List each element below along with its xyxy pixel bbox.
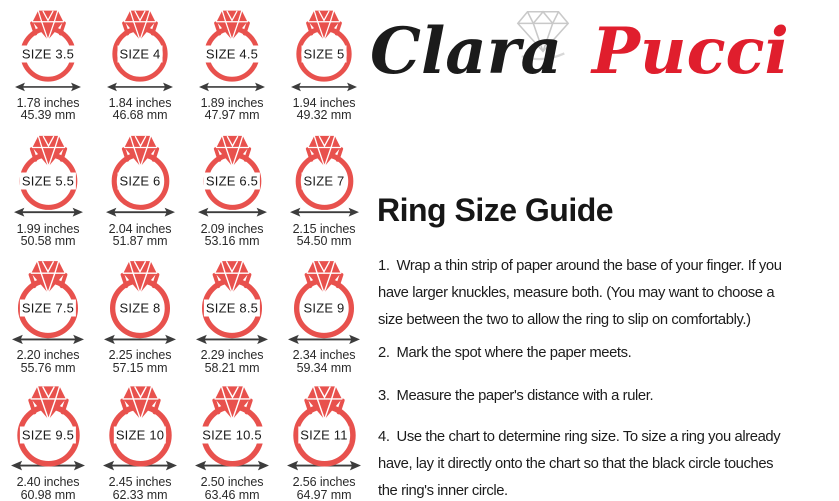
diameter-measurements [109,476,172,501]
ring-size-cell [2,377,94,501]
ring-illustration [196,130,269,213]
page-title: Ring Size Guide [377,192,614,228]
diameter-inches: 1.94 inches [292,95,356,110]
ring-illustration [13,5,83,85]
diamond-ring-icon [10,255,86,342]
step-number: 4. [378,429,390,445]
step-line [378,307,839,334]
step-text: have larger knuckles, measure both. (You may want to choose a [378,285,775,301]
ring-size-label: SIZE 5 [303,46,345,62]
diameter-measurements [201,476,264,501]
diamond-ring-icon [285,380,364,470]
diameter-measurements [293,476,356,501]
ring-illustration [10,255,86,342]
brand-name-second: Pucci [591,14,789,89]
ring-size-label: SIZE 9.5 [21,427,75,443]
diameter-inches: 2.45 inches [108,475,172,490]
ring-illustration [194,255,270,342]
step-line [378,424,839,451]
diameter-inches: 2.04 inches [108,221,172,236]
diameter-inches: 1.89 inches [200,95,264,110]
step-text: Mark the spot where the paper meets. [396,345,632,361]
diameter-measurements [109,97,172,122]
diameter-inches: 2.20 inches [16,348,80,363]
diameter-mm: 63.46 mm [204,487,260,501]
step-line [378,451,839,478]
step-text: Wrap a thin strip of paper around the base of your finger. If you [396,258,782,274]
diameter-mm: 49.32 mm [296,108,352,123]
step-line [378,340,839,367]
diameter-inches: 1.99 inches [16,221,80,236]
ring-size-cell [94,2,186,127]
step-text: have, lay it directly onto the chart so that the black circle touches [378,456,774,472]
diamond-ring-icon [194,255,270,342]
ring-illustration [12,130,85,213]
ring-size-label: SIZE 6 [119,173,161,189]
brand-name-first: Clara [370,14,562,89]
ring-size-label: SIZE 7 [303,173,345,189]
diameter-mm: 50.58 mm [20,234,76,249]
ring-size-cell [2,127,94,252]
ring-illustration [105,5,175,85]
diameter-mm: 62.33 mm [112,487,168,501]
diameter-mm: 51.87 mm [112,234,168,249]
diameter-measurements [17,97,80,122]
ring-size-label: SIZE 4.5 [205,46,259,62]
diamond-ring-icon [101,380,180,470]
diameter-mm: 47.97 mm [204,108,260,123]
ring-illustration [104,130,177,213]
diameter-measurements [293,97,356,122]
ring-illustration [193,380,272,470]
diameter-inches: 2.56 inches [292,475,356,490]
diameter-mm: 46.68 mm [112,108,168,123]
ring-size-label: SIZE 7.5 [21,300,75,316]
diameter-inches: 2.50 inches [200,475,264,490]
step-text: the ring's inner circle. [378,483,508,499]
ring-illustration [288,130,361,213]
ring-size-label: SIZE 9 [303,300,345,316]
step-text: size between the two to allow the ring to slip on comfortably.) [378,312,751,328]
ring-size-cell [2,2,94,127]
ring-size-grid [2,2,370,501]
ring-size-cell [186,2,278,127]
diamond-ring-icon [9,380,88,470]
step-text: Use the chart to determine ring size. To size a ring you already [396,429,781,445]
diameter-mm: 45.39 mm [20,108,76,123]
ring-size-label: SIZE 5.5 [21,173,75,189]
diameter-inches: 2.09 inches [200,221,264,236]
ring-size-label: SIZE 8.5 [205,300,259,316]
diameter-inches: 2.25 inches [108,348,172,363]
step-line [378,253,839,280]
ring-size-label: SIZE 10 [115,427,165,443]
ring-illustration [102,255,178,342]
ring-size-cell [2,252,94,377]
step-line [378,478,839,501]
ring-illustration [289,5,359,85]
ring-illustration [285,380,364,470]
diameter-mm: 55.76 mm [20,360,76,375]
diameter-inches: 2.15 inches [292,221,356,236]
ring-illustration [9,380,88,470]
instruction-step [378,340,839,367]
brand-logo [370,14,789,100]
ring-size-cell [186,127,278,252]
ring-size-label: SIZE 4 [119,46,161,62]
ring-size-label: SIZE 3.5 [21,46,75,62]
ring-size-cell [278,377,370,501]
diamond-ring-icon [193,380,272,470]
diamond-ring-icon [102,255,178,342]
diameter-mm: 57.15 mm [112,360,168,375]
diameter-measurements [201,97,264,122]
ring-size-cell [94,127,186,252]
diameter-inches: 2.29 inches [200,348,264,363]
diameter-measurements [293,349,356,374]
diameter-measurements [109,349,172,374]
step-text: Measure the paper's distance with a ruler. [396,388,654,404]
ring-size-cell [94,377,186,501]
ring-size-cell [94,252,186,377]
diameter-inches: 1.84 inches [108,95,172,110]
ring-size-cell [278,127,370,252]
step-number: 3. [378,388,390,404]
ring-size-cell [278,252,370,377]
diameter-measurements [109,223,172,248]
ring-size-label: SIZE 11 [300,427,348,443]
diameter-mm: 58.21 mm [204,360,260,375]
diameter-measurements [17,349,80,374]
ring-size-label: SIZE 8 [119,300,161,316]
diamond-ring-icon [286,255,362,342]
diameter-measurements [201,349,264,374]
ring-size-label: SIZE 6.5 [205,173,259,189]
step-line [378,383,839,410]
diameter-mm: 53.16 mm [204,234,260,249]
ring-size-cell [186,377,278,501]
step-line [378,280,839,307]
ring-size-cell [186,252,278,377]
diameter-measurements [201,223,264,248]
instruction-step [378,253,839,334]
diameter-inches: 2.40 inches [16,475,80,490]
diameter-measurements [17,223,80,248]
ring-size-label: SIZE 10.5 [202,427,262,443]
diameter-measurements [293,223,356,248]
diameter-inches: 1.78 inches [16,95,80,110]
diameter-inches: 2.34 inches [292,348,356,363]
instruction-step [378,383,839,410]
diameter-measurements [17,476,80,501]
step-number: 1. [378,258,390,274]
ring-size-cell [278,2,370,127]
diameter-mm: 60.98 mm [20,487,76,501]
diameter-mm: 54.50 mm [296,234,352,249]
ring-illustration [197,5,267,85]
diameter-mm: 64.97 mm [296,487,352,501]
ring-illustration [286,255,362,342]
step-number: 2. [378,345,390,361]
ring-illustration [101,380,180,470]
instruction-step [378,424,839,501]
instructions-list [378,253,839,501]
diameter-mm: 59.34 mm [296,360,352,375]
